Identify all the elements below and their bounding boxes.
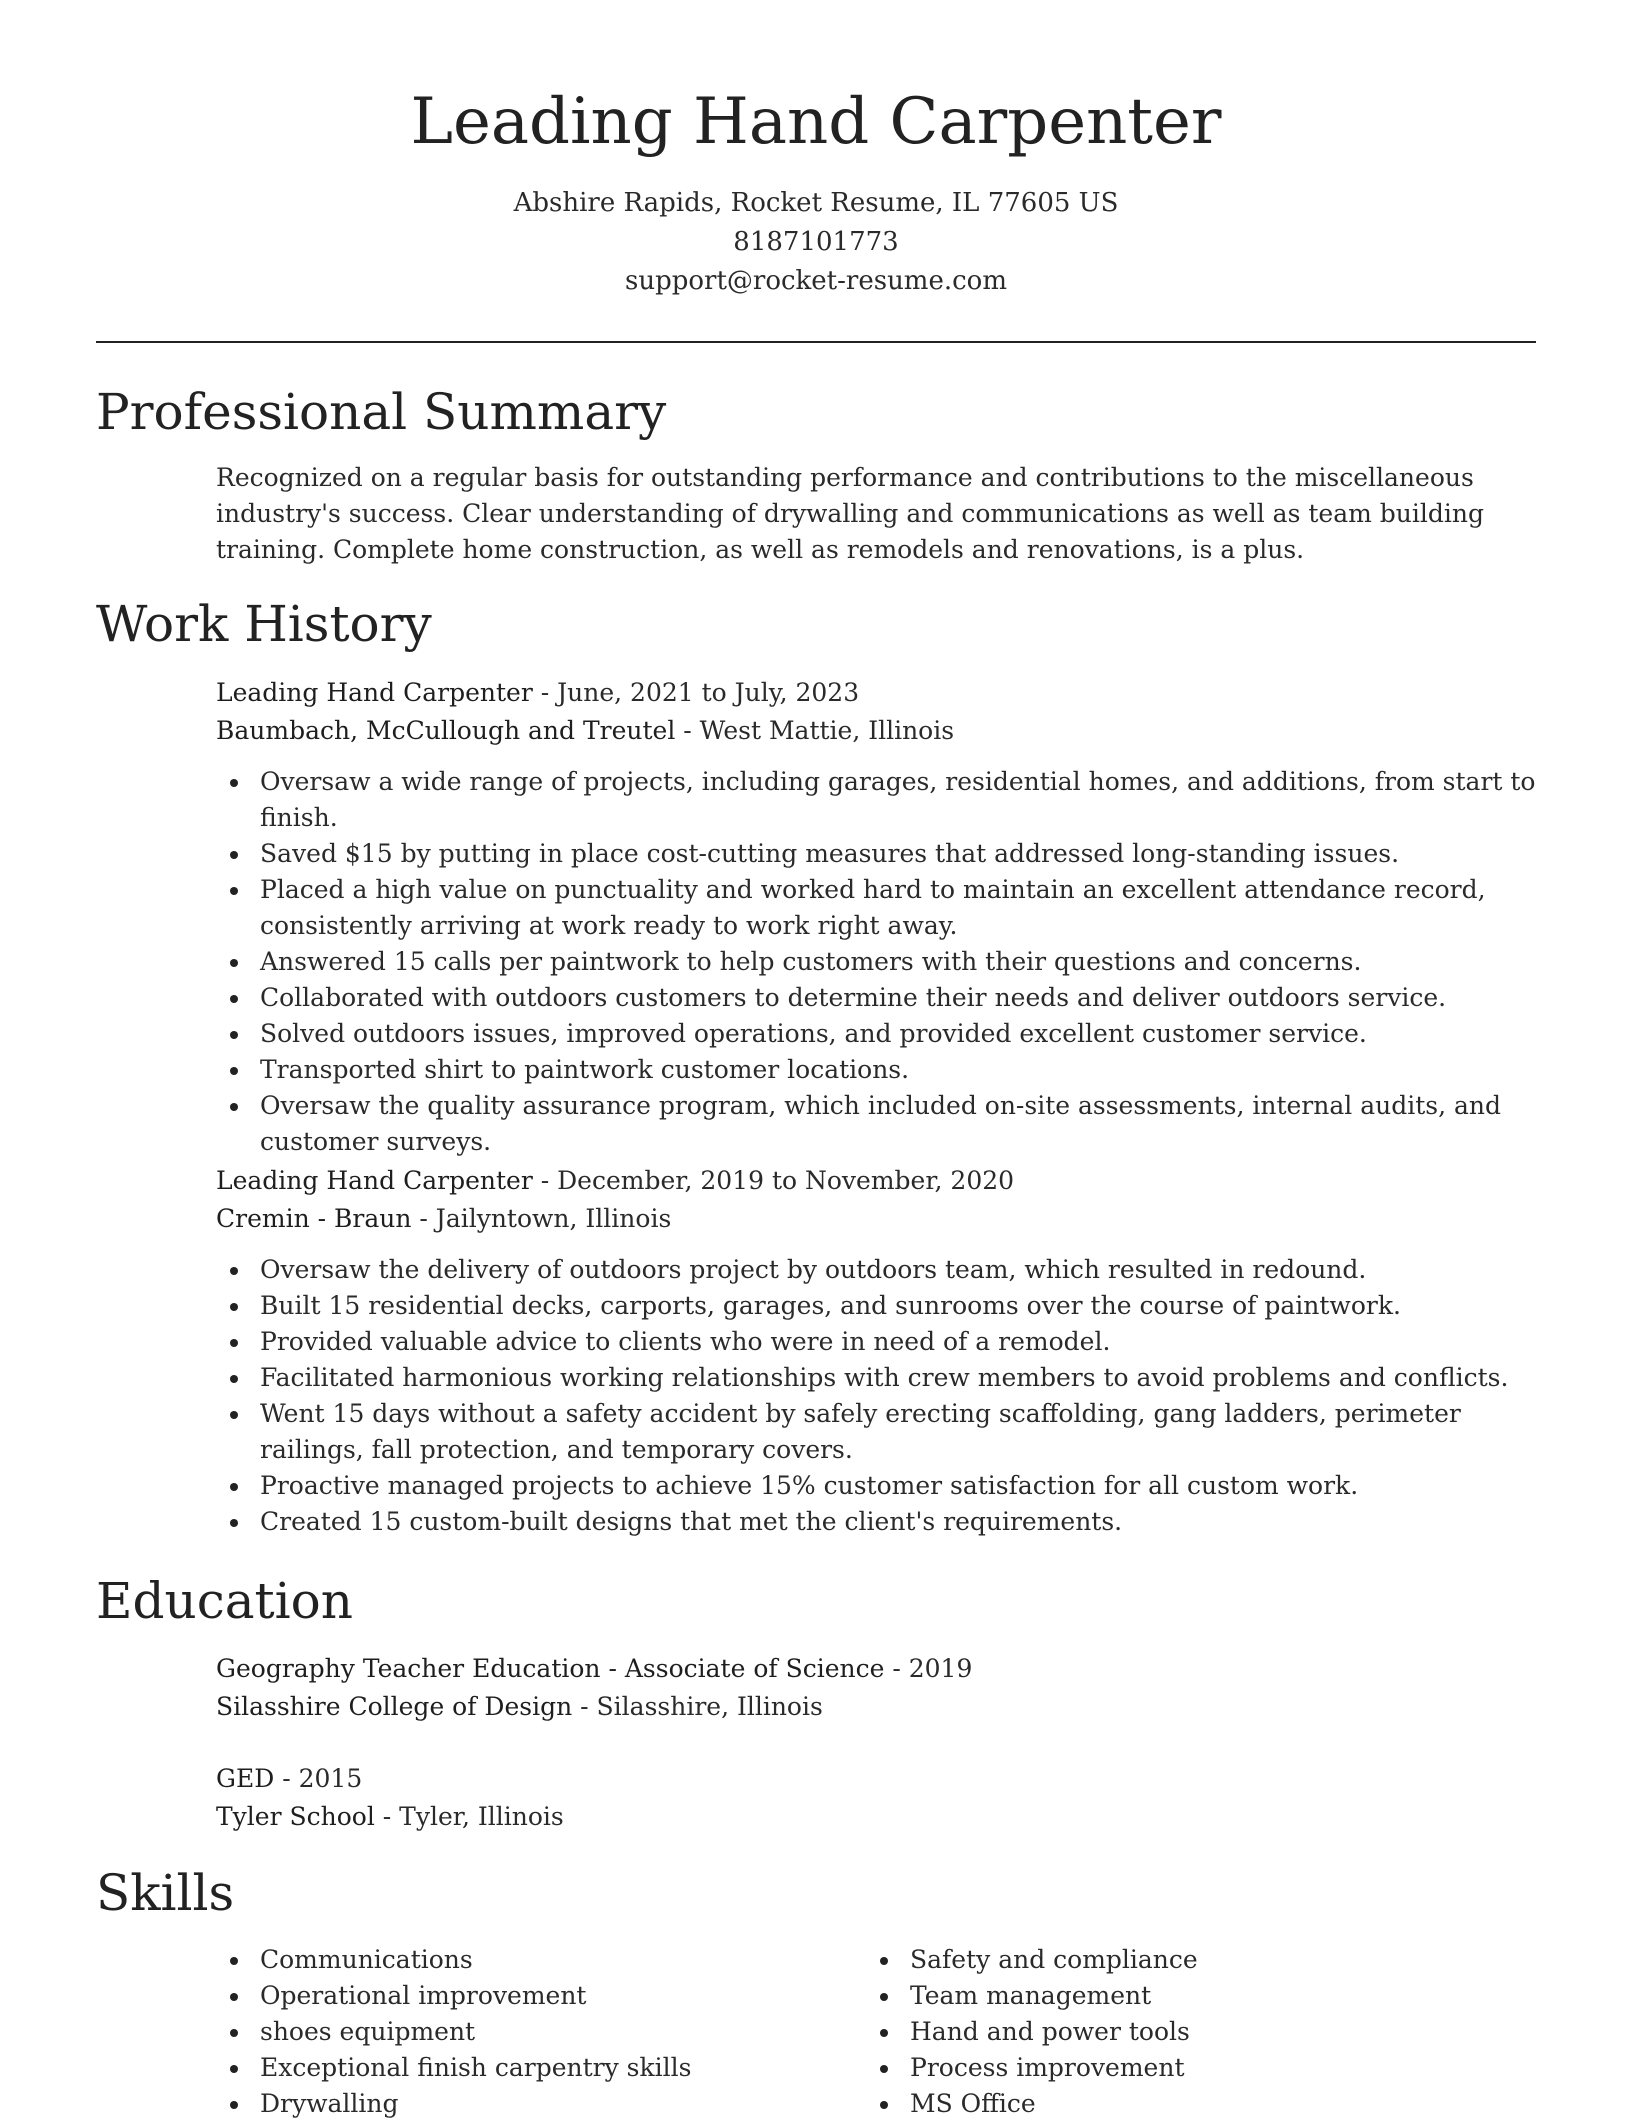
contact-email: support@rocket-resume.com	[624, 266, 1007, 296]
contact-phone: 8187101773	[733, 227, 899, 257]
job-bullet: Facilitated harmonious working relationships with crew members to avoid problems and conflicts.	[260, 1360, 1536, 1396]
job-bullets	[216, 764, 1536, 1160]
resume-header	[96, 82, 1536, 301]
education-school: Tyler School	[216, 1802, 375, 1831]
job-bullet: Saved $15 by putting in place cost-cutting measures that addressed long-standing issues.	[260, 836, 1536, 872]
skill-item: Communications	[260, 1942, 856, 1978]
skill-item: Exceptional finish carpentry skills	[260, 2050, 856, 2086]
job-company: Baumbach, McCullough and Treutel	[216, 716, 676, 745]
job-bullet: Proactive managed projects to achieve 15% customer satisfaction for all custom work.	[260, 1468, 1536, 1504]
job-bullet: Transported shirt to paintwork customer locations.	[260, 1052, 1536, 1088]
education-school-line	[216, 1798, 1536, 1836]
skill-item: Process improvement	[910, 2050, 1526, 2086]
education-school-line	[216, 1688, 1536, 1726]
job-bullet: Solved outdoors issues, improved operations, and provided excellent customer service.	[260, 1016, 1536, 1052]
job-title-line	[216, 1162, 1536, 1200]
work-history-heading: Work History	[96, 595, 432, 653]
job-bullet: Oversaw the quality assurance program, which included on-site assessments, internal audits, and customer surveys.	[260, 1088, 1536, 1160]
education-location: - Tyler, Illinois	[374, 1802, 564, 1831]
candidate-name: Leading Hand Carpenter	[410, 85, 1222, 159]
job-entry	[216, 674, 1536, 1160]
education-degree-line	[216, 1650, 1536, 1688]
job-company-line	[216, 712, 1536, 750]
job-role: Leading Hand Carpenter	[216, 678, 533, 707]
skill-item: Team management	[910, 1978, 1526, 2014]
job-bullet: Oversaw a wide range of projects, including garages, residential homes, and additions, from start to finish.	[260, 764, 1536, 836]
header-divider	[96, 341, 1536, 343]
education-year: - 2015	[274, 1764, 363, 1793]
skill-item: Hand and power tools	[910, 2014, 1526, 2050]
job-bullets	[216, 1252, 1536, 1540]
summary-heading: Professional Summary	[96, 383, 667, 441]
contact-block	[96, 184, 1536, 301]
skills-section	[216, 1942, 1536, 2118]
education-location: - Silasshire, Illinois	[572, 1692, 823, 1721]
skill-item: Operational improvement	[260, 1978, 856, 2014]
skills-list-left	[216, 1942, 856, 2122]
summary-text: Recognized on a regular basis for outstanding performance and contributions to the miscellaneous industry's success. Clear understanding of drywalling and communications as well as team building training. Complete home construction, as well as remodels and renovations, is a plus.	[216, 463, 1484, 564]
skill-item: Drywalling	[260, 2086, 856, 2122]
skill-item: Safety and compliance	[910, 1942, 1526, 1978]
job-dates: - December, 2019 to November, 2020	[532, 1166, 1015, 1195]
job-bullet: Collaborated with outdoors customers to determine their needs and deliver outdoors service.	[260, 980, 1536, 1016]
skills-column-right	[866, 1942, 1526, 2122]
job-company-line	[216, 1200, 1536, 1238]
education-degree: GED	[216, 1764, 275, 1793]
education-heading: Education	[96, 1572, 353, 1630]
job-bullet: Went 15 days without a safety accident by safely erecting scaffolding, gang ladders, perimeter railings, fall protection, and temporary covers.	[260, 1396, 1536, 1468]
job-title-line	[216, 674, 1536, 712]
education-degree-line	[216, 1760, 1536, 1798]
education-entry	[216, 1650, 1536, 1726]
job-bullet: Built 15 residential decks, carports, garages, and sunrooms over the course of paintwork.	[260, 1288, 1536, 1324]
job-location: - Jailyntown, Illinois	[411, 1204, 672, 1233]
skills-list-right	[866, 1942, 1526, 2122]
skill-item: MS Office	[910, 2086, 1526, 2122]
education-entry	[216, 1760, 1536, 1836]
skills-column-left	[216, 1942, 856, 2122]
job-bullet: Created 15 custom-built designs that met the client's requirements.	[260, 1504, 1536, 1540]
job-location: - West Mattie, Illinois	[675, 716, 955, 745]
job-dates: - June, 2021 to July, 2023	[532, 678, 860, 707]
skills-heading: Skills	[96, 1864, 235, 1922]
contact-address: Abshire Rapids, Rocket Resume, IL 77605 US	[513, 188, 1119, 218]
skill-item: shoes equipment	[260, 2014, 856, 2050]
summary-section	[216, 460, 1536, 568]
job-bullet: Oversaw the delivery of outdoors project by outdoors team, which resulted in redound.	[260, 1252, 1536, 1288]
job-bullet: Answered 15 calls per paintwork to help customers with their questions and concerns.	[260, 944, 1536, 980]
job-bullet: Provided valuable advice to clients who were in need of a remodel.	[260, 1324, 1536, 1360]
job-bullet: Placed a high value on punctuality and worked hard to maintain an excellent attendance record, consistently arriving at work ready to work right away.	[260, 872, 1536, 944]
job-company: Cremin - Braun	[216, 1204, 412, 1233]
job-entry	[216, 1162, 1536, 1540]
job-role: Leading Hand Carpenter	[216, 1166, 533, 1195]
education-school: Silasshire College of Design	[216, 1692, 573, 1721]
education-degree: Geography Teacher Education - Associate of Science	[216, 1654, 885, 1683]
education-year: - 2019	[884, 1654, 973, 1683]
